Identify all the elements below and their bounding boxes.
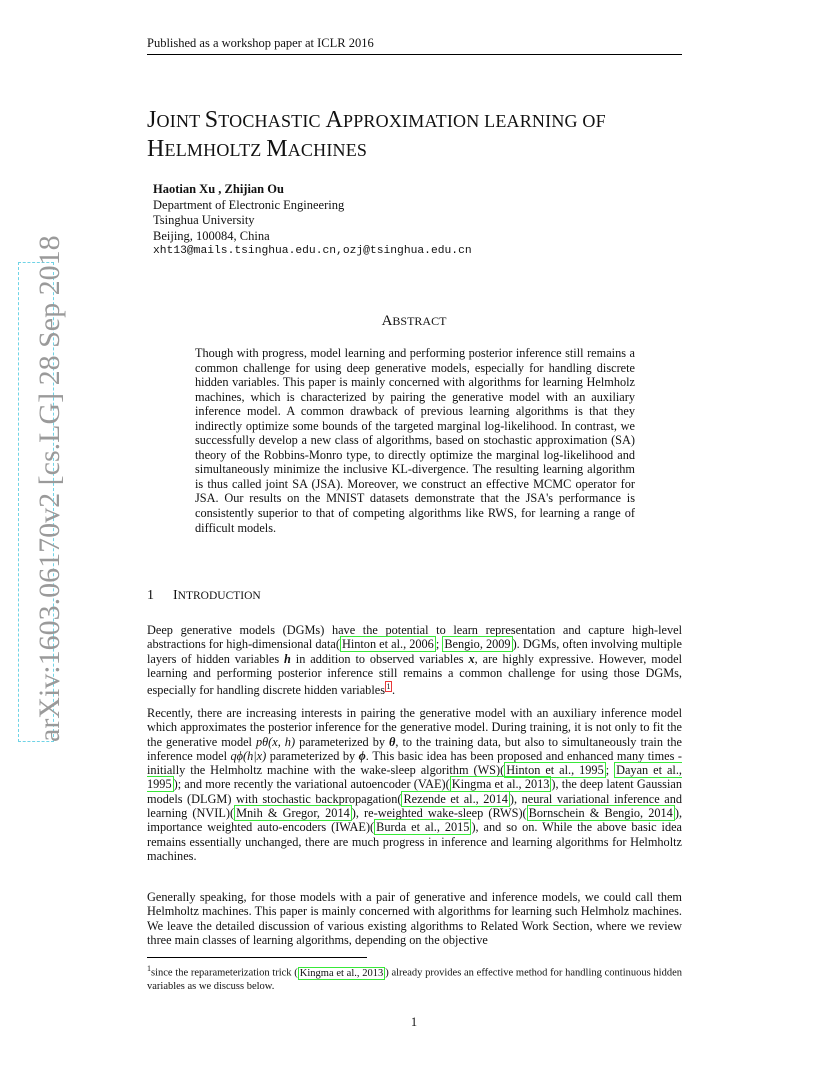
abstract-text: Though with progress, model learning and performing posterior inference still remains a common challenge for using deep generative models, especially for handling discrete hidden variables. This paper is mainly concerned with algorithms for learning Helmholz machines, which is characterized by pairing the generative model with an auxiliary inference model. A common drawback of previous learning algorithms is that they indirectly optimize some bounds of the targeted marginal log-likelihood. In contrast, we successfully develop a new class of algorithms, based on stochastic approximation (SA) theory of the Robbins-Monro type, to directly optimize the marginal log-likelihood and simultaneously minimize the inclusive KL-divergence. The resulting learning algorithm is thus called joint SA (JSA). Moreover, we construct an effective MCMC operator for JSA. Our results on the MNIST datasets demonstrate that the JSA's performance is consistently superior to that of competing algorithms like RWS, for learning a range of difficult models. xyxy=(195,346,635,535)
author-email[interactable]: xht13@mails.tsinghua.edu.cn,ozj@tsinghua.edu.cn xyxy=(153,245,472,257)
citation-link[interactable]: Burda et al., 2015 xyxy=(376,820,470,835)
abstract-heading: ABSTRACT xyxy=(381,313,447,329)
title-line-1: JOINT STOCHASTIC APPROXIMATION LEARNING OF xyxy=(147,107,606,133)
arxiv-identifier: arXiv:1603.06170v2 [cs.LG] 28 Sep 2018 xyxy=(33,235,66,742)
footnote-ref[interactable]: 1 xyxy=(386,682,391,692)
arxiv-sidebar[interactable] xyxy=(10,235,66,742)
citation-link[interactable]: Hinton et al., 1995 xyxy=(506,763,604,778)
intro-paragraph-3: Generally speaking, for those models with a pair of generative and inference models, we could call them Helmholtz machines. This paper is mainly concerned with algorithms for learning such Helmholz machines. We leave the detailed discussion of various existing algorithms to Related Work Section, where we review three main classes of learning algorithms, depending on the objective xyxy=(147,890,682,947)
citation-link[interactable]: Dayan et al., 1995 xyxy=(147,763,682,792)
citation-link[interactable]: Hinton et al., 2006 xyxy=(341,637,434,652)
citation-link[interactable]: Rezende et al., 2014 xyxy=(403,791,508,806)
citation-link[interactable]: Bornschein & Bengio, 2014 xyxy=(528,806,673,821)
footnote-1: $^1$since the reparameterization trick ( Kingma et al., 2013 ) already provides an effective method for handling continuous hidden variables as we discuss below. xyxy=(147,964,683,992)
author-block xyxy=(153,182,472,260)
section-heading-introduction: 1 INTRODUCTION xyxy=(147,588,261,603)
author-department: Department of Electronic Engineering xyxy=(153,197,345,212)
page-number: 1 xyxy=(410,1015,418,1029)
citation-link[interactable]: Mnih & Gregor, 2014 xyxy=(236,806,350,821)
footnote-rule xyxy=(147,957,367,958)
title-line-2: HELMHOLTZ MACHINES xyxy=(147,136,368,162)
citation-link[interactable]: Kingma et al., 2013 xyxy=(451,777,550,792)
paper-title xyxy=(147,106,606,164)
author-names: Haotian Xu , Zhijian Ou xyxy=(153,182,284,196)
running-header: Published as a workshop paper at ICLR 2016 xyxy=(147,36,374,50)
intro-paragraph-2: Recently, there are increasing interests in pairing the generative model with an auxiliary inference model which approximates the posterior inference for the generative model. During training, it is not only to fit the the generative model pθ(x, h) parameterized by θ, to the training data, but also to simultaneously train the inference model qϕ(h|x) parameterized by ϕ. This basic idea has been proposed and enhanced many times - initially the Helmholtz machine with the wake-sleep algorithm (WS)( Hinton et al., 1995 ; Dayan et al., 1995 ); and more recently the variational autoencoder (VAE)( Kingma et al., 2013 ), the deep latent Gaussian models (DLGM) with stochastic backpropagation( Rezende et al., 2014 ), neural variational inference and learning (NVIL)( Mnih & Gregor, 2014 ), re-weighted wake-sleep (RWS)( Bornschein & Bengio, 2014 ), importance weighted auto-encoders (IWAE)( Burda et al., 2015 ), and so on. While the above basic idea remains essentially unchanged, there are much progress in inference and learning algorithms for Helmholtz machines. xyxy=(147,706,683,863)
citation-link[interactable]: Kingma et al., 2013 xyxy=(299,967,384,979)
citation-link[interactable]: Bengio, 2009 xyxy=(444,637,511,652)
author-city: Beijing, 100084, China xyxy=(153,228,270,243)
header-rule xyxy=(147,54,682,55)
author-university: Tsinghua University xyxy=(153,213,255,227)
intro-paragraph-1: Deep generative models (DGMs) have the potential to learn representation and capture high-level abstractions for high-dimensional data( Hinton et al., 2006 ; Bengio, 2009 ). DGMs, often involving multiple layers of hidden variables h in addition to observed variables x, are highly expressive. However, model learning and performing posterior inference still remains a common challenge for using those DGMs, especially for handling discrete hidden variables $^1$ . xyxy=(147,623,682,698)
